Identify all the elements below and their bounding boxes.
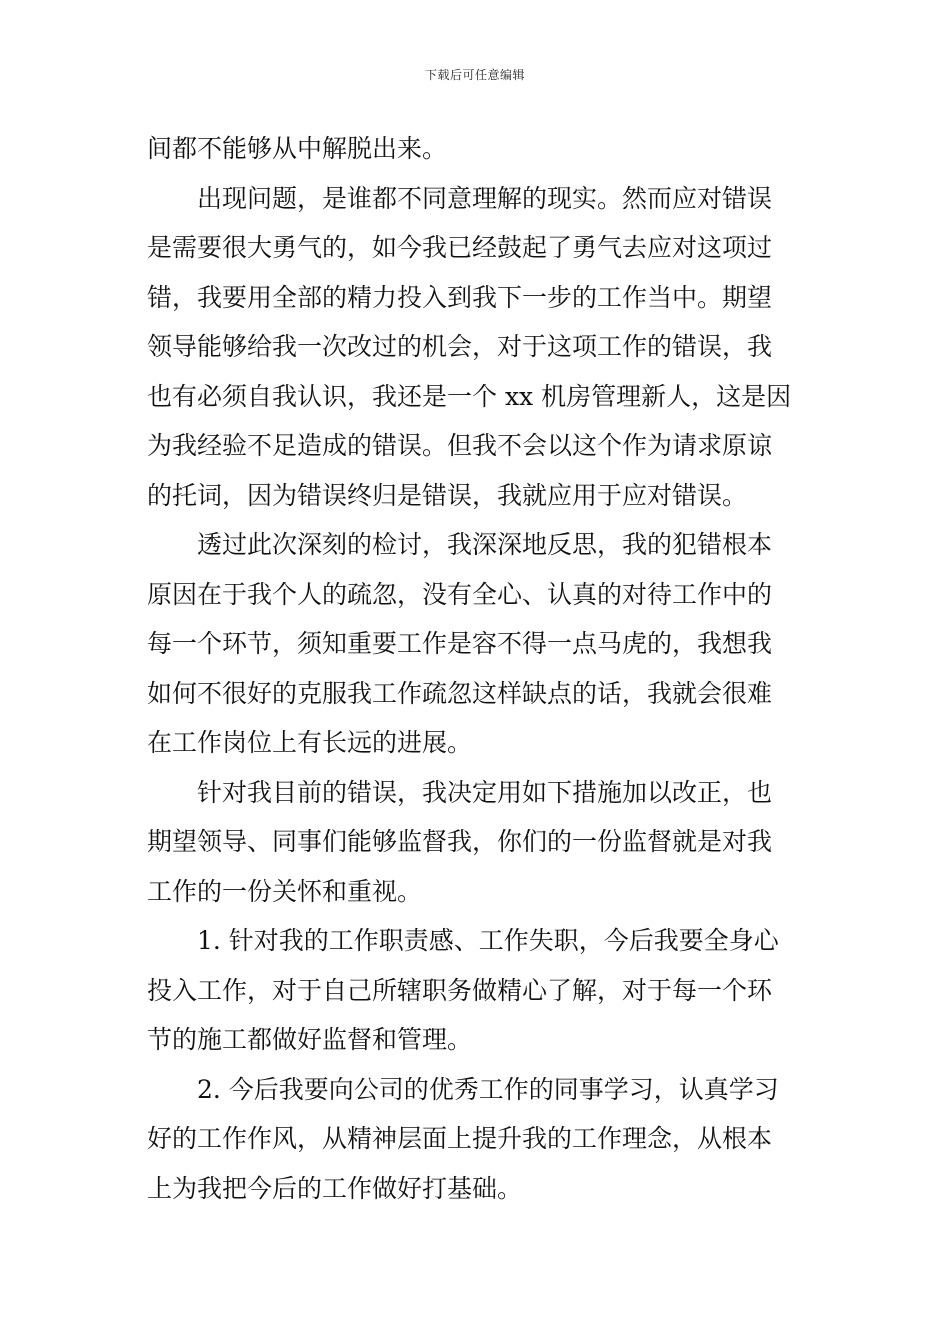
text-line: 2. 今后我要向公司的优秀工作的同事学习，认真学习: [197, 1074, 779, 1104]
text-line: 透过此次深刻的检讨，我深深地反思，我的犯错根本: [197, 530, 773, 559]
text-line: 节的施工都做好监督和管理。: [147, 1025, 473, 1054]
text-line: 是需要很大勇气的，如今我已经鼓起了勇气去应对这项过: [147, 233, 773, 262]
text-line: 在工作岗位上有长远的进展。: [147, 728, 473, 757]
text-line: 原因在于我个人的疏忽，没有全心、认真的对待工作中的: [147, 579, 773, 609]
text-line: 如何不很好的克服我工作疏忽这样缺点的话，我就会很难: [147, 678, 773, 708]
paragraph-reflection: [147, 520, 807, 768]
paragraph-continuation: [147, 124, 807, 174]
text-line: 针对我目前的错误，我决定用如下措施加以改正，也: [197, 777, 773, 807]
text-line: 好的工作作风，从精神层面上提升我的工作理念，从根本: [147, 1124, 773, 1153]
paragraph-measure-2: [147, 1065, 807, 1214]
page-header: 下载后可任意编辑: [424, 68, 525, 82]
text-line: 1. 针对我的工作职责感、工作失职，今后我要全身心: [197, 926, 779, 955]
text-line: 出现问题，是谁都不同意理解的现实。然而应对错误: [197, 183, 773, 213]
text-line: 为我经验不足造成的错误。但我不会以这个作为请求原谅: [147, 431, 773, 460]
paragraph-measures-intro: [147, 768, 807, 917]
text-line: 上为我把今后的工作做好打基础。: [147, 1173, 523, 1203]
text-line: 错，我要用全部的精力投入到我下一步的工作当中。期望: [147, 282, 773, 312]
text-line: 期望领导、同事们能够监督我，你们的一份监督就是对我: [147, 827, 773, 856]
text-line: 工作的一份关怀和重视。: [147, 876, 423, 906]
text-line: 间都不能够从中解脱出来。: [147, 134, 448, 163]
text-line: 的托词，因为错误终归是错误，我就应用于应对错误。: [147, 480, 748, 510]
text-line: 也有必须自我认识，我还是一个 xx 机房管理新人，这是因: [147, 381, 792, 411]
paragraph-measure-1: [147, 916, 807, 1065]
text-line: 投入工作，对于自己所辖职务做精心了解，对于每一个环: [147, 975, 773, 1005]
text-line: 每一个环节，须知重要工作是容不得一点马虎的，我想我: [147, 629, 773, 658]
document-body: [147, 124, 807, 1213]
paragraph-apology: [147, 174, 807, 521]
text-line: 领导能够给我一次改过的机会，对于这项工作的错误，我: [147, 332, 773, 361]
